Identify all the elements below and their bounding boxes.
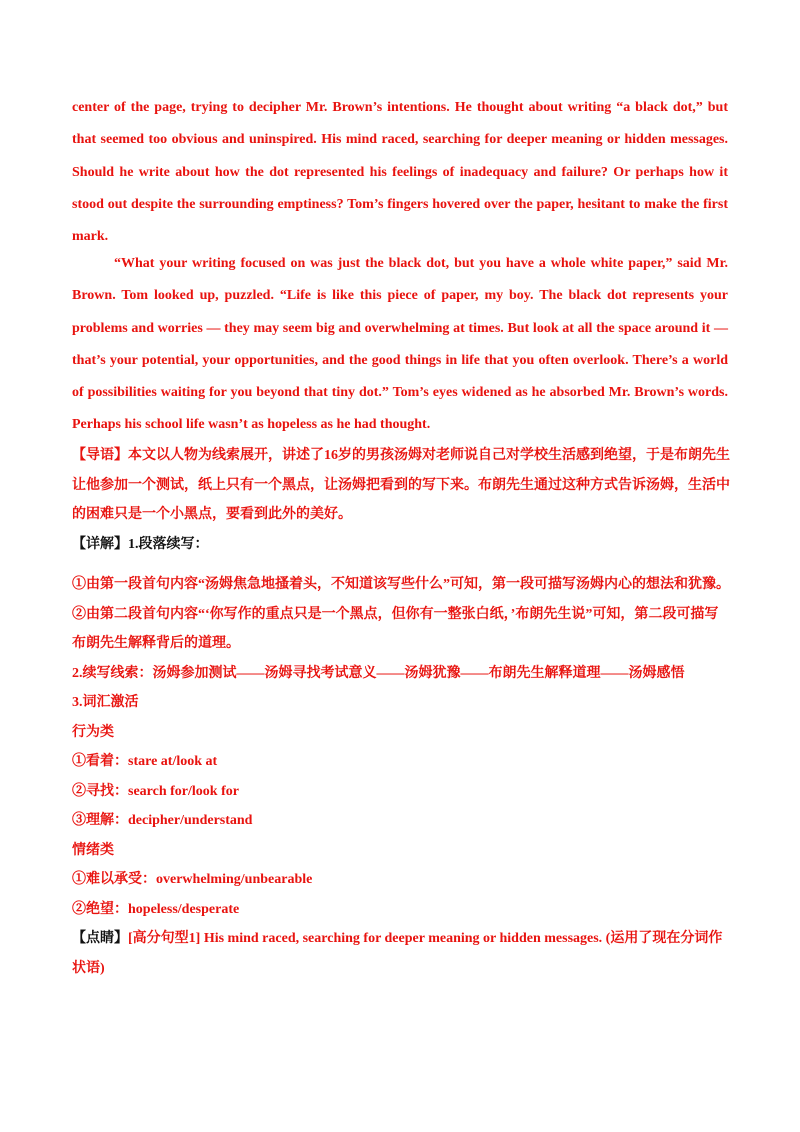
vocab-item: ①难以承受：overwhelming/unbearable bbox=[72, 872, 313, 887]
detail-heading: 1.段落续写： bbox=[128, 536, 209, 552]
highlight-text: [高分句型1] His mind raced, searching for deeper meaning or hidden messages. (运用了现在分词作状语) bbox=[72, 931, 723, 976]
story-paragraph-2: “What your writing focused on was just the black dot, but you have a whole white paper,” said Mr. Brown. Tom looked up, puzzled. “Life is like this piece of paper, my boy. The black dot represents your problems and worries — they may seem big and overwhelming at times. But look at all the space around it — that’s your potential, your opportunities, and the good things in life that you often overlook. There’s a world of possibilities waiting for you beyond that tiny dot.” Tom’s eyes widened as he absorbed Mr. Brown’s words. Perhaps his school life wasn’t as hopeless as he had thought. bbox=[72, 256, 728, 433]
highlight-label: 【点睛】 bbox=[72, 931, 128, 946]
story-paragraph-1: center of the page, trying to decipher Mr. Brown’s intentions. He thought about writing “a black dot,” but that seemed too obvious and uninspired. His mind raced, searching for deeper meaning or hidden messages. Should he write about how the dot represented his feelings of inadequacy and failure? Or perhaps how it stood out despite the surrounding emptiness? Tom’s fingers hovered over the paper, hesitant to make the first mark. bbox=[72, 100, 728, 245]
vocab-item: ①看着：stare at/look at bbox=[72, 754, 218, 769]
vocab-category-emotion: 情绪类 bbox=[72, 842, 114, 858]
vocab-item: ②绝望：hopeless/desperate bbox=[72, 901, 240, 917]
detail-point-1: ①由第一段首句内容“汤姆焦急地搔着头，不知道该写些什么”可知，第一段可描写汤姆内心的想法和犹豫。 bbox=[72, 577, 730, 592]
guide-paragraph bbox=[72, 441, 732, 559]
vocab-item: ②寻找：search for/look for bbox=[72, 783, 239, 799]
detail-point-2: ②由第二段首句内容“‘你写作的重点只是一个黑点，但你有一整张白纸，’布朗先生说”可知，第二段可描写布朗先生解释背后的道理。 bbox=[72, 606, 719, 651]
detail-body bbox=[72, 570, 732, 983]
vocab-heading: 3.词汇激活 bbox=[72, 695, 139, 710]
detail-clues: 2.续写线索：汤姆参加测试——汤姆寻找考试意义——汤姆犹豫——布朗先生解释道理——汤姆感悟 bbox=[72, 665, 685, 681]
guide-text: 本文以人物为线索展开，讲述了16岁的男孩汤姆对老师说自己对学校生活感到绝望，于是布朗先生让他参加一个测试，纸上只有一个黑点，让汤姆把看到的写下来。布朗先生通过这种方式告诉汤姆，生活中的困难只是一个小黑点，要看到此外的美好。 bbox=[72, 448, 730, 522]
vocab-category-behavior: 行为类 bbox=[72, 724, 114, 740]
detail-label: 【详解】 bbox=[72, 536, 128, 552]
vocab-item: ③理解：decipher/understand bbox=[72, 813, 253, 828]
highlight-paragraph bbox=[72, 924, 732, 983]
guide-label: 【导语】 bbox=[72, 448, 128, 463]
